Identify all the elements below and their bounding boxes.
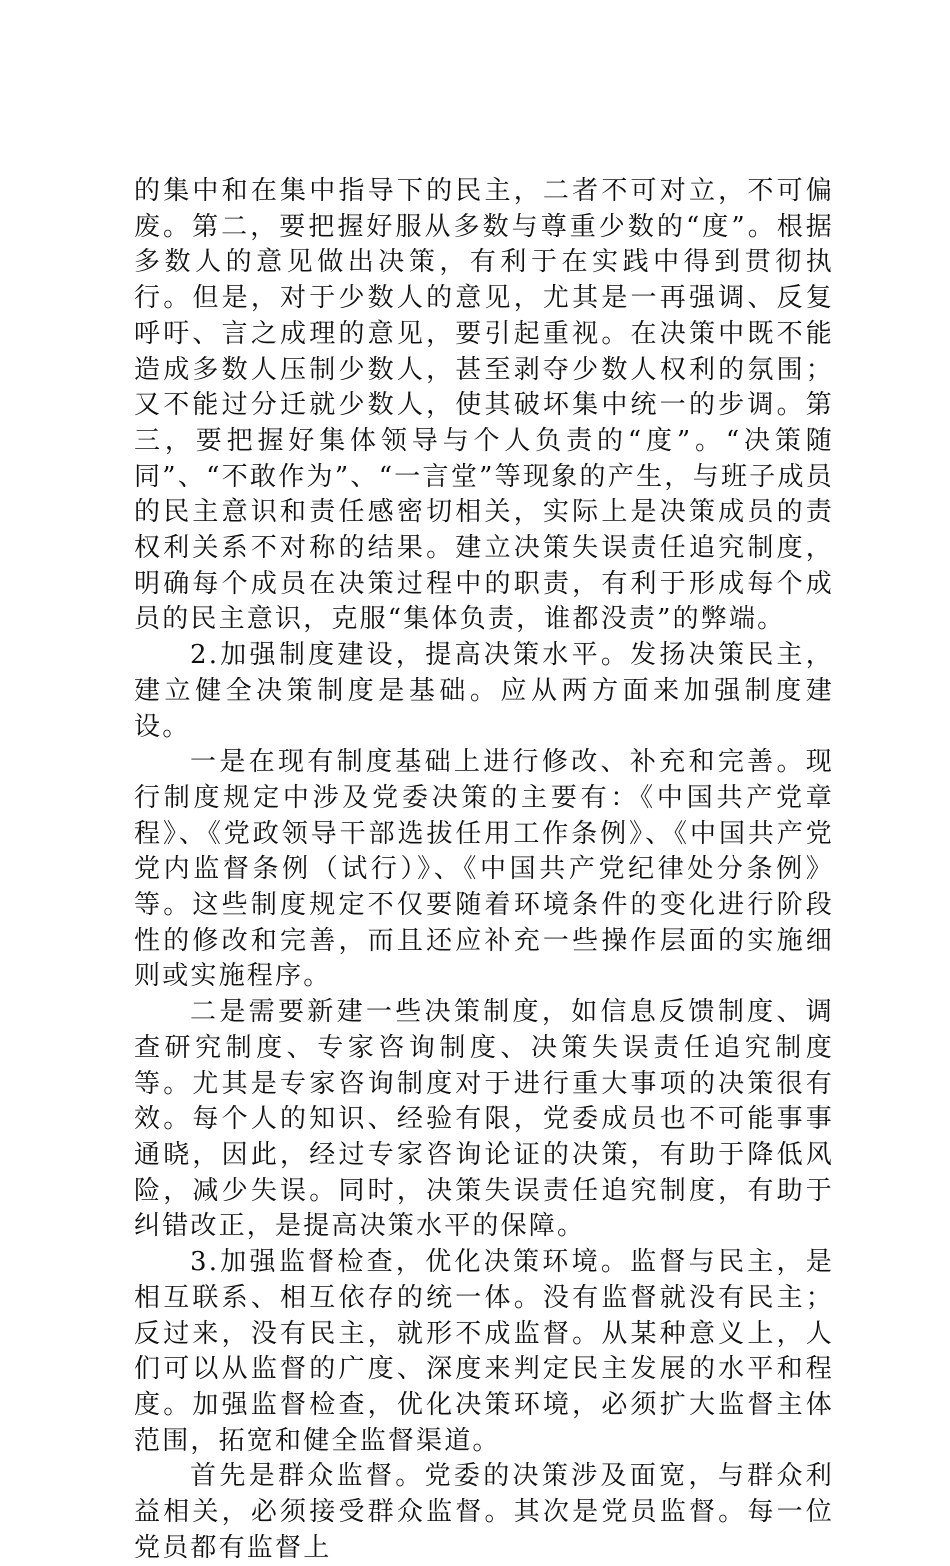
paragraph-system-building: 2.加强制度建设，提高决策水平。发扬决策民主，建立健全决策制度是基础。应从两方面来加强制度建设。 xyxy=(134,640,834,742)
paragraph-continuation: 的集中和在集中指导下的民主，二者不可对立，不可偏废。第二，要把握好服从多数与尊重少数的“度”。根据多数人的意见做出决策，有利于在实践中得到贯彻执行。但是，对于少数人的意见，尤其是一再强调、反复呼吁、言之成理的意见，要引起重视。在决策中既不能造成多数人压制少数人，甚至剥夺少数人权利的氛围；又不能过分迁就少数人，使其破坏集中统一的步调。第三，要把握好集体领导与个人负责的“度”。“决策随同”、“不敢作为”、“一言堂”等现象的产生，与班子成员的民主意识和责任感密切相关，实际上是决策成员的责权利关系不对称的结果。建立决策失误责任追究制度，明确每个成员在决策过程中的职责，有利于形成每个成员的民主意识，克服“集体负责，谁都没责”的弊端。 xyxy=(134,176,834,635)
paragraph-new-systems: 二是需要新建一些决策制度，如信息反馈制度、调查研究制度、专家咨询制度、决策失误责任追究制度等。尤其是专家咨询制度对于进行重大事项的决策很有效。每个人的知识、经验有限，党委成员也不可能事事通晓，因此，经过专家咨询论证的决策，有助于降低风险，减少失误。同时，决策失误责任追究制度，有助于纠错改正，是提高决策水平的保障。 xyxy=(134,997,834,1242)
paragraph-supervision: 3.加强监督检查，优化决策环境。监督与民主，是相互联系、相互依存的统一体。没有监督就没有民主；反过来，没有民主，就形不成监督。从某种意义上，人们可以从监督的广度、深度来判定民主发展的水平和程度。加强监督检查，优化决策环境，必须扩大监督主体范围，拓宽和健全监督渠道。 xyxy=(134,1247,834,1456)
document-body xyxy=(134,174,834,1566)
paragraph-revise-existing: 一是在现有制度基础上进行修改、补充和完善。现行制度规定中涉及党委决策的主要有：《中国共产党章程》、《党政领导干部选拔任用工作条例》、《中国共产党党内监督条例（试行）》、《中国共产党纪律处分条例》等。这些制度规定不仅要随着环境条件的变化进行阶段性的修改和完善，而且还应补充一些操作层面的实施细则或实施程序。 xyxy=(134,747,834,992)
paragraph-mass-supervision: 首先是群众监督。党委的决策涉及面宽，与群众利益相关，必须接受群众监督。其次是党员监督。每一位党员都有监督上 xyxy=(134,1461,834,1563)
